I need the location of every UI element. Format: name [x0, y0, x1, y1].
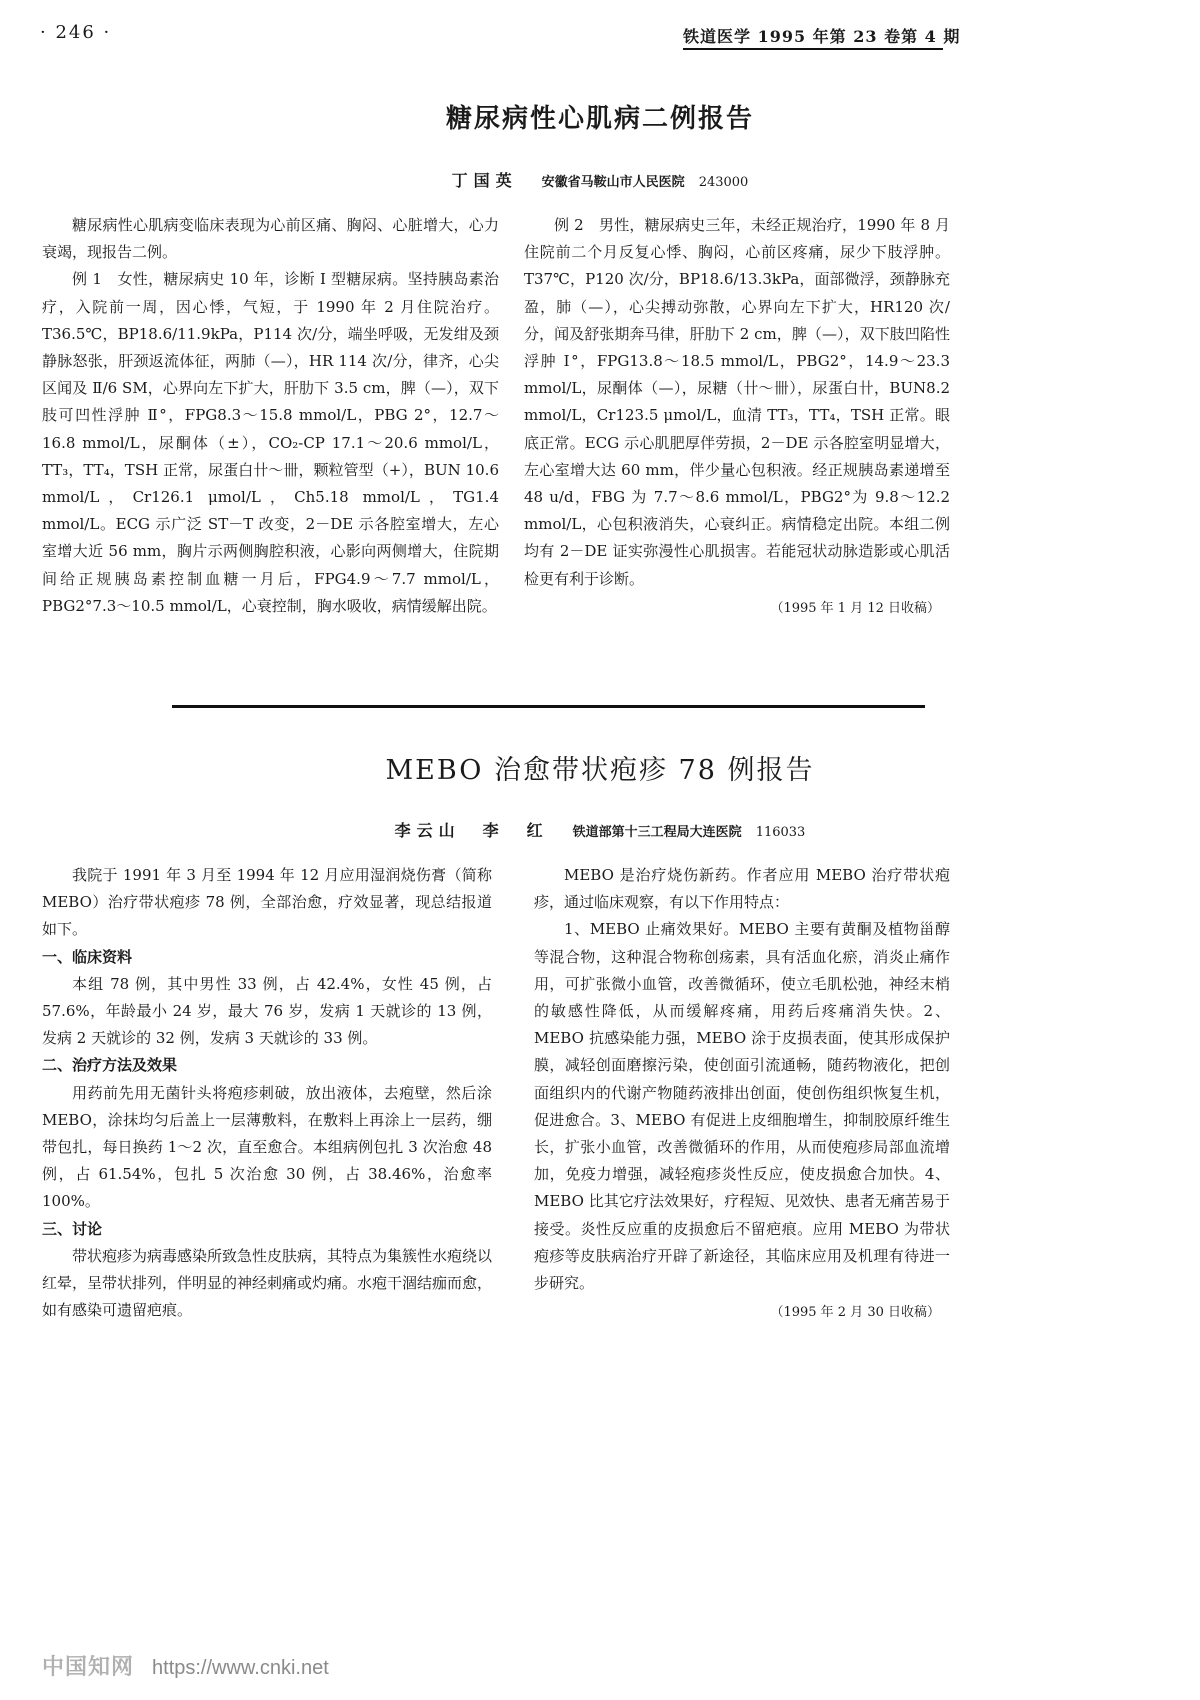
- received-date: （1995 年 2 月 30 日收稿）: [770, 1305, 940, 1321]
- paragraph: 糖尿病性心肌病变临床表现为心前区痛、胸闷、心脏增大，心力衰竭，现报告二例。: [42, 216, 499, 262]
- paragraph: 用药前先用无菌针头将疱疹刺破，放出液体，去疱壁，然后涂 MEBO，涂抹均匀后盖上一层薄敷料，在敷料上再涂上一层药，绷带包扎，每日换药 1～2 次，直至愈合。本组病例包扎 3 次治愈 48 例，占 61.54%，包扎 5 次治愈 30 例，占 38.46%，治愈率 100%。: [42, 1083, 492, 1211]
- cnki-footer: [42, 1650, 329, 1681]
- article2-byline: [0, 818, 1200, 841]
- article2-authors: 李云山 李 红: [394, 821, 549, 840]
- header-rule: [683, 48, 943, 50]
- paragraph: MEBO 是治疗烧伤新药。作者应用 MEBO 治疗带状疱疹，通过临床观察，有以下作用特点：: [534, 866, 950, 912]
- paragraph: 带状疱疹为病毒感染所致急性皮肤病，其特点为集簇性水疱绕以红晕，呈带状排列，伴明显的神经刺痛或灼痛。水疱干涸结痂而愈，如有感染可遗留疤痕。: [42, 1246, 493, 1320]
- paragraph: 例 2 男性，糖尿病史三年，未经正规治疗，1990 年 8 月住院前二个月反复心悸、胸闷，心前区疼痛，尿少下肢浮肿。T37℃，P120 次/分，BP18.6/13.3kPa，面部微浮，颈静脉充盈，肺（—），心尖搏动弥散，心界向左下扩大，HR120 次/分，闻及舒张期奔马律，肝肋下 2 cm，脾（—），双下肢凹陷性浮肿 Ⅰ°，FPG13.8～18.5 mmol/L，PBG2°，14.9～23.3 mmol/L，尿酮体（—），尿糖（卄～卌），尿蛋白卄，BUN8.2 mmol/L，Cr123.5 μmol/L，血清 TT₃，TT₄，TSH 正常。眼底正常。ECG 示心肌肥厚伴劳损，2－DE 示各腔室明显增大，左心室增大达 60 mm，伴少量心包积液。经正规胰岛素递增至 48 u/d，FBG 为 7.7～8.6 mmol/L，PBG2°为 9.8～12.2 mmol/L，心包积液消失，心衰纠正。病情稳定出院。本组二例均有 2－DE 证实弥漫性心肌损害。若能冠状动脉造影或心肌活检更有利于诊断。: [524, 216, 950, 588]
- article2-affiliation: 铁道部第十三工程局大连医院: [572, 825, 742, 840]
- article1-title: 糖尿病性心肌病二例报告: [445, 104, 754, 134]
- paragraph: 例 1 女性，糖尿病史 10 年，诊断 I 型糖尿病。坚持胰岛素治疗，入院前一周，因心悸，气短，于 1990 年 2 月住院治疗。T36.5℃，BP18.6/11.9kPa，P114 次/分，端坐呼吸，无发绀及颈静脉怒张，肝颈返流体征，两肺（—），HR 114 次/分，律齐，心尖区闻及 Ⅱ/6 SM，心界向左下扩大，肝肋下 3.5 cm，脾（—），双下肢可凹性浮肿 Ⅱ°，FPG8.3～15.8 mmol/L，PBG 2°，12.7～16.8 mmol/L，尿酮体（±），CO₂-CP 17.1～20.6 mmol/L，TT₃，TT₄，TSH 正常，尿蛋白卄～卌，颗粒管型（+），BUN 10.6 mmol/L，Cr126.1 μmol/L，Ch5.18 mmol/L，TG1.4 mmol/L。ECG 示广泛 ST－T 改变，2－DE 示各腔室增大，左心室增大近 56 mm，胸片示两侧胸腔积液，心影向两侧增大，住院期间给正规胰岛素控制血糖一月后，FPG4.9～7.7 mmol/L，PBG2°7.3～10.5 mmol/L，心衰控制，胸水吸收，病情缓解出院。: [42, 270, 499, 615]
- running-head: 铁道医学 1995 年第 23 卷第 4 期: [683, 27, 961, 46]
- article2-left-column: [42, 862, 492, 1324]
- paragraph: 本组 78 例，其中男性 33 例，占 42.4%，女性 45 例，占 57.6%，年龄最小 24 岁，最大 76 岁，发病 1 天就诊的 13 例，发病 2 天就诊的 32 例，发病 3 天就诊的 33 例。: [42, 974, 492, 1048]
- cnki-url[interactable]: https://www.cnki.net: [152, 1657, 329, 1679]
- article1-author: 丁国英: [451, 171, 518, 190]
- article1-affiliation: 安徽省马鞍山市人民医院: [541, 175, 685, 190]
- article2-right-column: [534, 862, 950, 1326]
- section-heading: 一、临床资料: [42, 947, 133, 966]
- cnki-logo: 中国知网: [42, 1654, 135, 1679]
- received-date: （1995 年 1 月 12 日收稿）: [770, 600, 940, 616]
- article2-zip: 116033: [755, 825, 806, 840]
- page-number: · 246 ·: [40, 22, 112, 43]
- paragraph: 我院于 1991 年 3 月至 1994 年 12 月应用湿润烧伤膏（简称 MEBO）治疗带状疱疹 78 例，全部治愈，疗效显著，现总结报道如下。: [42, 866, 492, 939]
- article1-zip: 243000: [698, 175, 749, 190]
- article2-title: MEBO 治愈带状疱疹 78 例报告: [385, 755, 815, 786]
- paragraph: 1、MEBO 止痛效果好。MEBO 主要有黄酮及植物甾醇等混合物，这种混合物称创疡素，具有活血化瘀，消炎止痛作用，可扩张微小血管，改善微循环，使立毛肌松弛，神经末梢的敏感性降低，从而缓解疼痛，用药后疼痛消失快。2、MEBO 抗感染能力强，MEBO 涂于皮损表面，使其形成保护膜，减轻创面磨擦污染，使创面引流通畅，随药物液化，把创面组织内的代谢产物随药液排出创面，使创伤组织恢复生机，促进愈合。3、MEBO 有促进上皮细胞增生，抑制胶原纤维生长，扩张小血管，改善微循环的作用，从而使疱疹局部血流增加，免疫力增强，减轻疱疹炎性反应，使皮损愈合加快。4、MEBO 比其它疗法效果好，疗程短、见效快、患者无痛苦易于接受。炎性反应重的皮损愈后不留疤痕。应用 MEBO 为带状疱疹等皮肤病治疗开辟了新途径，其临床应用及机理有待进一步研究。: [534, 920, 950, 1293]
- article1-left-column: [42, 212, 499, 620]
- article1-byline: [0, 168, 1200, 191]
- article-separator: [172, 705, 925, 708]
- section-heading: 二、治疗方法及效果: [42, 1056, 178, 1075]
- section-heading: 三、讨论: [42, 1219, 103, 1238]
- article1-right-column: [524, 212, 950, 622]
